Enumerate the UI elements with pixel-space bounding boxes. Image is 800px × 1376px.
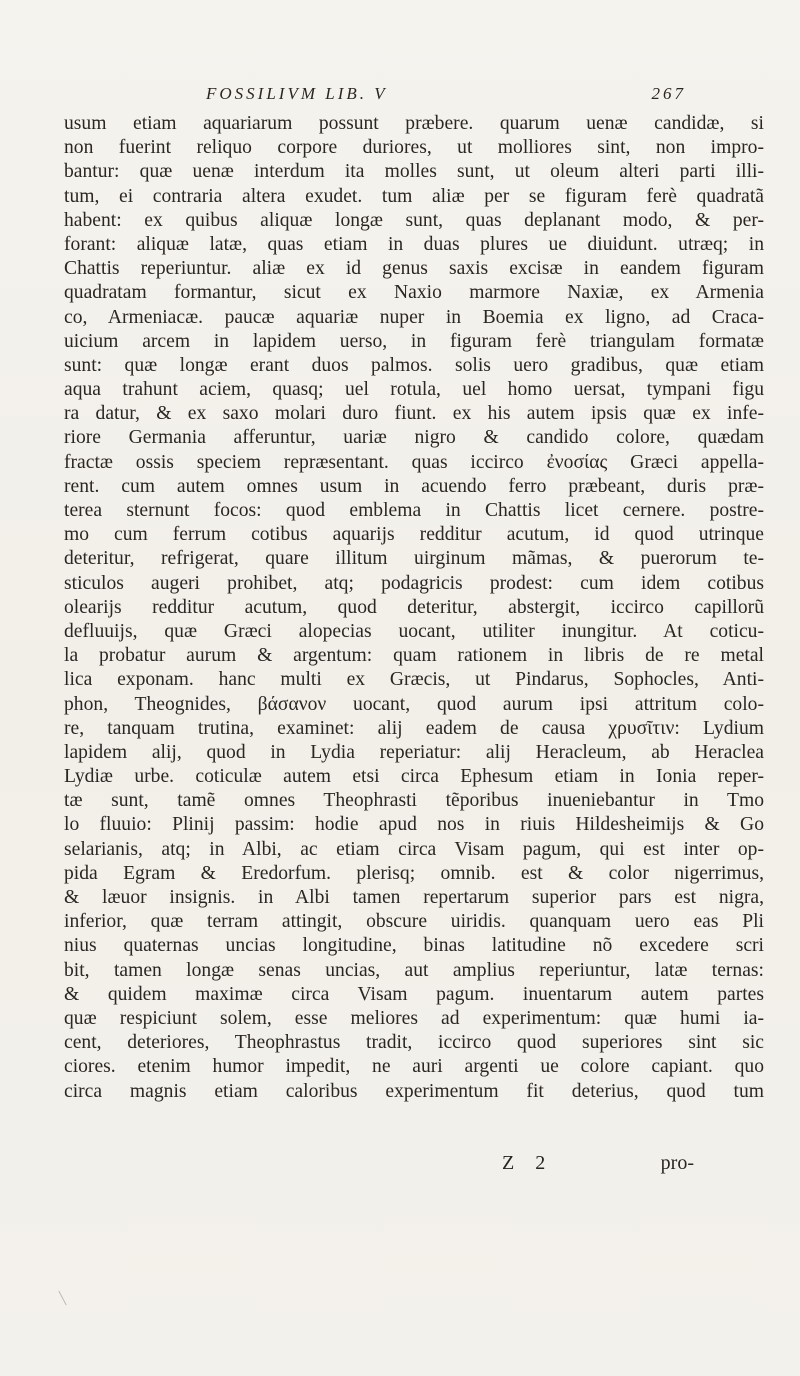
text-line: co, Armeniacæ. paucæ aquariæ nuper in Boemia ex ligno, ad Craca- [64,306,764,328]
text-line: pida Egram & Eredorfum. plerisq; omnib. est & color nigerrimus, [64,862,764,884]
text-line: tæ sunt, tamẽ omnes Theophrasti tẽporibus inueniebantur in Tmo [64,790,764,812]
text-line: habent: ex quibus aliquæ longæ sunt, quas deplanant modo, & per- [64,209,764,231]
text-line: ra datur, & ex saxo molari duro fiunt. ex his autem ipsis quæ ex infe- [64,403,764,425]
text-line: forant: aliquæ latæ, quas etiam in duas plures ue diuidunt. utræq; in [64,233,764,255]
page-header [206,84,686,106]
text-line: Chattis reperiuntur. aliæ ex id genus saxis excisæ in eandem figuram [64,258,764,280]
text-line: fractæ ossis speciem repræsentant. quas iccirco ἐνοσίας Græci appella- [64,451,764,473]
text-line: lo fluuio: Plinij passim: hodie apud nos in riuis Hildesheimijs & Go [64,814,764,836]
text-line: quæ respiciunt solem, esse meliores ad experimentum: quæ humi ia- [64,1007,764,1029]
text-line: la probatur aurum & argentum: quam rationem in libris de re metal [64,645,764,667]
text-line: riore Germania afferuntur, uariæ nigro & candido colore, quædam [64,427,764,449]
text-line: rent. cum autem omnes usum in acuendo ferro præbeant, duris præ- [64,475,764,497]
text-line: nius quaternas uncias longitudine, binas latitudine nõ excedere scri [64,935,764,957]
text-line: & quidem maximæ circa Visam pagum. inuentarum autem partes [64,983,764,1005]
text-line: ciores. etenim humor impedit, ne auri argenti ue colore capiant. quo [64,1056,764,1078]
paper-mark [58,1291,66,1306]
text-line: deteritur, refrigerat, quare illitum uirginum mãmas, & puerorum te- [64,548,764,570]
text-line: tum, ei contraria altera exudet. tum aliæ per se figuram ferè quadratã [64,185,764,207]
body-text [64,112,764,1104]
text-line: aqua trahunt aciem, quasq; uel rotula, uel homo uersat, tympani figu [64,379,764,401]
text-line: inferior, quæ terram attingit, obscure uiridis. quanquam uero eas Pli [64,911,764,933]
text-line: cent, deteriores, Theophrastus tradit, iccirco quod superiores sint sic [64,1032,764,1054]
page-number: 267 [651,84,686,103]
text-line: phon, Theognides, βάσανον uocant, quod aurum ipsi attritum colo- [64,693,764,715]
catchline [64,1152,694,1180]
text-line: & læuor insignis. in Albi tamen repertarum superior pars est nigra, [64,887,764,908]
text-line: lica exponam. hanc multi ex Græcis, ut Pindarus, Sophocles, Anti- [64,669,764,691]
text-line: uicium arcem in lapidem uerso, in figuram ferè triangulam formatæ [64,330,764,352]
text-line: quadratam formantur, sicut ex Naxio marmore Naxiæ, ex Armenia [64,282,764,304]
text-line: sticulos augeri prohibet, atq; podagricis prodest: cum idem cotibus [64,572,764,594]
text-line: mo cum ferrum cotibus aquarijs redditur acutum, id quod utrinque [64,524,764,546]
text-line: bantur: quæ uenæ interdum ita molles sunt, ut oleum alteri parti illi- [64,161,764,183]
text-line: non fuerint reliquo corpore duriores, ut molliores sint, non impro- [64,137,764,159]
text-line: defluuijs, quæ Græci alopecias uocant, utiliter inungitur. At coticu- [64,620,764,642]
text-line: Lydiæ urbe. coticulæ autem etsi circa Ephesum etiam in Ionia reper- [64,766,764,788]
text-line: bit, tamen longæ senas uncias, aut amplius reperiuntur, latæ ternas: [64,959,764,981]
catchword: pro- [660,1152,694,1174]
text-line: circa magnis etiam caloribus experimentum fit deterius, quod tum [64,1080,764,1102]
signature-mark: Z 2 [502,1152,554,1174]
running-title: FOSSILIVM LIB. V [206,84,388,103]
text-line: re, tanquam trutina, examinet: alij eadem de causa χρυσῖτιν: Lydium [64,717,764,739]
text-line: lapidem alij, quod in Lydia reperiatur: alij Heracleum, ab Heraclea [64,741,764,763]
text-line: terea sternunt focos: quod emblema in Chattis licet cernere. postre- [64,500,764,521]
text-line: selarianis, atq; in Albi, ac etiam circa Visam pagum, qui est inter op- [64,838,764,860]
text-line: sunt: quæ longæ erant duos palmos. solis uero gradibus, quæ etiam [64,354,764,376]
text-line: usum etiam aquariarum possunt præbere. quarum uenæ candidæ, si [64,113,764,134]
text-line: olearijs redditur acutum, quod deteritur, abstergit, iccirco capillorũ [64,596,764,618]
